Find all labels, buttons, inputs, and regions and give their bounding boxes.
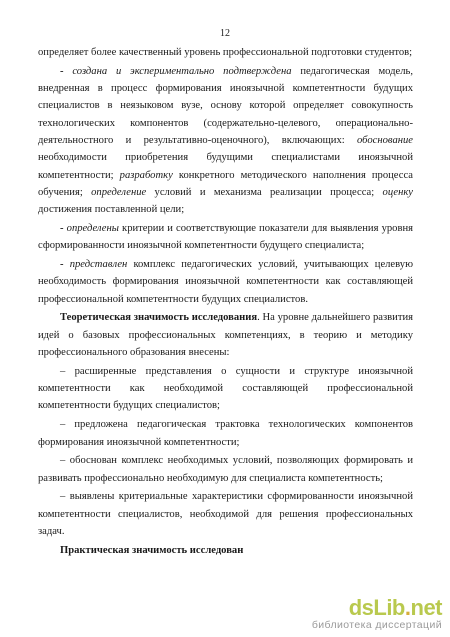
paragraph	[38, 542, 413, 559]
text-run: – обоснован комплекс необходимых условий, позволяющих формировать и развивать профессионально необходимую для специалиста компетентность;	[38, 455, 413, 484]
paragraph	[38, 416, 413, 451]
bold-text: -	[60, 259, 70, 271]
text-run: определяет более качественный уровень профессиональной подготовки студентов;	[38, 47, 413, 58]
text-run: условий и механизма реализации процесса;	[146, 186, 383, 198]
paragraph	[38, 488, 413, 540]
paragraph	[38, 44, 413, 61]
text-run: комплекс педагогических условий, учитывающих целевую необходимость формирования иноязычной компетентности как составляющей профессиональной компетентности будущих специалистов.	[38, 259, 413, 305]
page-number: 12	[220, 28, 230, 39]
italic-text: представлен	[69, 259, 128, 271]
paragraph	[38, 63, 413, 219]
italic-text: разработку	[119, 169, 173, 181]
text-run: . На уровне дальнейшего развития идей о базовых профессиональных компетенциях, в теорию и методику профессионального образования внесены:	[38, 312, 413, 359]
text-run: конкретного методического наполнения процесса обучения;	[38, 169, 414, 198]
text-run: критерии и соответствующие показатели для выявления уровня сформированности иноязычной компетентности будущего специалиста;	[38, 222, 413, 252]
watermark-logo: dsLib.net	[348, 595, 442, 620]
document-body	[38, 44, 413, 561]
italic-text: создана и экспериментально подтверждена	[72, 65, 292, 77]
watermark-subtitle: библиотека диссертаций	[311, 619, 442, 631]
paragraph	[38, 363, 413, 415]
paragraph	[38, 452, 413, 487]
italic-text: оценку	[382, 186, 413, 198]
bold-text: -	[60, 65, 73, 77]
paragraph	[38, 220, 413, 255]
text-run: – расширенные представления о сущности и структуре иноязычной компетентности как необходимой составляющей профессиональной компетентности будущих специалистов;	[38, 365, 413, 412]
bold-text: -	[60, 222, 67, 234]
text-run: – выявлены критериальные характеристики сформированности иноязычной компетентности специалистов, необходимой для решения профессиональных задач.	[38, 491, 413, 538]
paragraph	[38, 256, 413, 308]
italic-text: определены	[66, 222, 119, 234]
text-run: достижения поставленной цели;	[38, 204, 185, 216]
dslib-watermark	[282, 597, 442, 631]
text-run: необходимости приобретения будущими специалистами иноязычной компетентности;	[38, 152, 413, 181]
italic-text: обоснование	[357, 134, 413, 146]
italic-text: определение	[91, 186, 147, 198]
text-run: педагогическая модель, внедренная в процесс формирования иноязычной компетентности будущих специалистов в неязыковом вузе, основу которой определяет совокупность технологических компонентов (содержательно-целевого, операционально-деятельностного и результативно-оценочного), включающих:	[38, 65, 413, 146]
bold-text: Теоретическая значимость исследования	[60, 312, 258, 324]
paragraph	[38, 309, 413, 361]
bold-text: Практическая значимость исследован	[60, 544, 244, 556]
text-run: – предложена педагогическая трактовка технологических компонентов формирования иноязычной компетентности;	[38, 419, 413, 448]
